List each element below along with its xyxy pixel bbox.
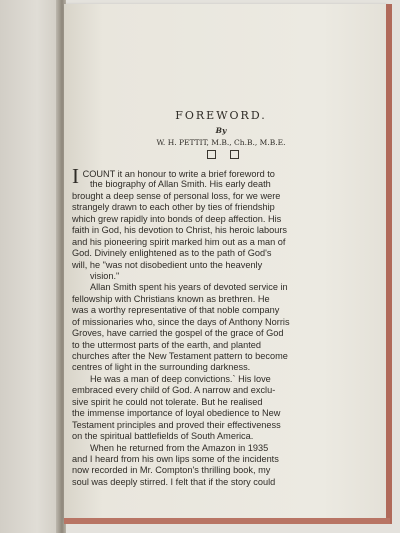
text-line: will, he "was not disobedient unto the heavenly [72, 259, 263, 270]
square-ornament-icon [230, 150, 239, 159]
text-line: When he returned from the Amazon in 1935 [90, 442, 269, 453]
text-line: and I heard from his own lips some of the incidents [72, 453, 279, 464]
text-line: strangely drawn to each other by ties of friendship [72, 202, 275, 213]
text-line: the biography of Allan Smith. His early death [90, 179, 271, 190]
text-line: He was a man of deep convictions.` His love [90, 373, 271, 384]
text-line: and his pioneering spirit marked him out as a man of [72, 236, 286, 247]
text-line: brought a deep sense of personal loss, for we were [72, 190, 281, 201]
text-line: fellowship with Christians known as brethren. He [72, 293, 270, 304]
text-line: God. Divinely enlightened as to the path of God's [72, 248, 272, 259]
drop-cap: I [72, 164, 79, 188]
text-line: of missionaries who, since the days of Anthony Norris [72, 316, 290, 327]
square-ornament-icon [207, 150, 216, 159]
text-line: on the spiritual battlefields of South America. [72, 431, 254, 442]
text-line: Groves, have carried the gospel of the grace of God [72, 328, 284, 339]
text-line: sive spirit he could not tolerate. But he realised [72, 396, 263, 407]
text-line: centres of light in the surrounding darkness. [72, 362, 251, 373]
text-line: vision." [90, 270, 120, 281]
text-line: embraced every child of God. A narrow and exclu- [72, 385, 276, 396]
ornament-row [168, 150, 278, 159]
text-line: soul was deeply stirred. I felt that if the story could [72, 476, 276, 487]
text-line: the immense importance of loyal obedience to New [72, 408, 281, 419]
cover-edge-bottom [64, 518, 390, 524]
text-line: to the uttermost parts of the earth, and planted [72, 339, 261, 350]
foreword-body [72, 164, 378, 488]
text-line: Allan Smith spent his years of devoted service in [90, 282, 288, 293]
book-page [64, 4, 386, 520]
facing-page [0, 0, 62, 533]
text-line: which grew rapidly into bonds of deep affection. His [72, 213, 282, 224]
byline: By [215, 126, 227, 135]
author-credit: W. H. PETTIT, M.B., Ch.B., M.B.E. [156, 138, 286, 147]
text-line: Testament principles and proved their effectiveness [72, 419, 281, 430]
text-line: churches after the New Testament pattern to become [72, 351, 288, 361]
text-line: was a worthy representative of that noble company [72, 305, 280, 316]
text-line: I COUNT it an honour to write a brief foreword to [72, 164, 275, 188]
text-line: faith in God, his devotion to Christ, his heroic labours [72, 225, 287, 236]
cover-edge-right [386, 4, 392, 524]
text-line: now recorded in Mr. Compton's thrilling book, my [72, 465, 271, 476]
foreword-title: FOREWORD. [175, 109, 267, 122]
